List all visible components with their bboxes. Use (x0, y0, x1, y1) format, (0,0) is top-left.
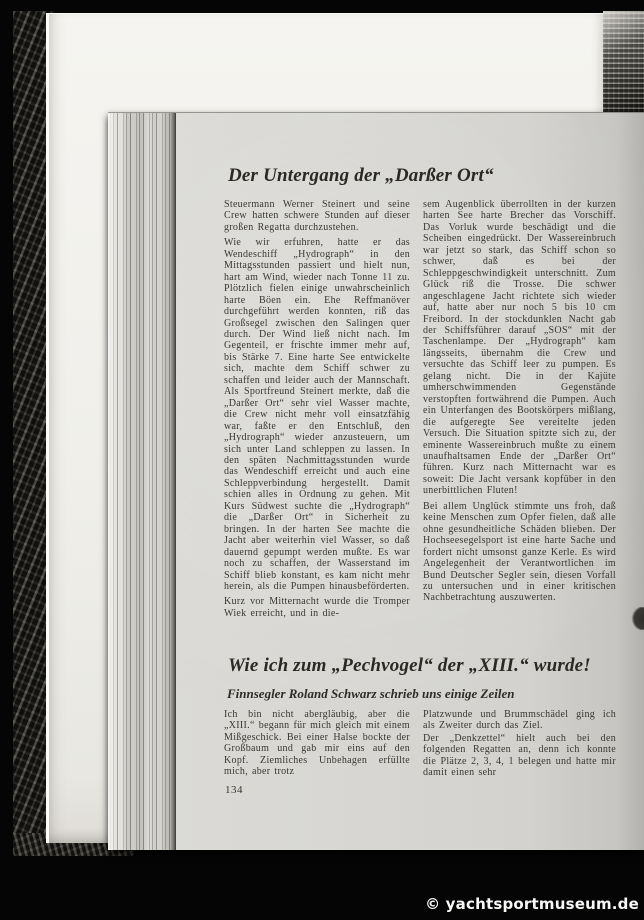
watermark: © yachtsportmuseum.de (425, 895, 639, 913)
article2-title: Wie ich zum „Pechvogel“ der „XIII.“ wurde! (228, 655, 591, 676)
paragraph: Der „Denkzettel“ hielt auch bei den folgenden Regatten an, denn ich konnte die Plätze 2, 3, 4, 1 belegen und hatte mir damit einen sehr (423, 732, 616, 779)
book-cover-fabric (603, 11, 644, 114)
paragraph: Steuermann Werner Steinert und seine Crew hatten schwere Stunden auf dieser großen Regatta durchzustehen. (224, 199, 410, 233)
article1-column-right (423, 199, 616, 623)
article2-column-left (224, 709, 410, 782)
article1-body (224, 199, 616, 623)
page-edge-mark (631, 607, 644, 630)
article2-column-right (423, 709, 616, 782)
article1-column-left (224, 199, 410, 623)
page-stack-edges (108, 113, 176, 850)
page-number: 134 (225, 784, 243, 796)
article2-subtitle: Finnsegler Roland Schwarz schrieb uns einige Zeilen (227, 686, 515, 701)
paragraph: Bei allem Unglück stimmte uns froh, daß keine Menschen zum Opfer fielen, daß alle ohne gesundheitliche Schäden blieben. Der Hochseesegelsport ist eine harte Sache und fordert nicht umsonst ganze Kerle. Es wird Angelegenheit der Verantwortlichen im Bund Deutscher Segler sein, diesen Vorfall zu untersuchen und in einer kritischen Nachbetrachtung auszuwerten. (423, 500, 616, 604)
paragraph: Platzwunde und Brummschädel ging ich als Zweiter durch das Ziel. (423, 709, 616, 732)
page-content (224, 113, 618, 850)
magazine-page (108, 112, 644, 850)
article2-body (224, 709, 616, 782)
paragraph: sem Augenblick überrollten in der kurzen harten See harte Brecher das Vorschiff. Das Vorluk wurde beschädigt und die Scheiben eingedrückt. Der Wassereinbruch war jetzt so stark, das Schiff schon so schwer, daß es bei der Schleppgeschwindigkeit unterschnitt. Zum Glück riß die Trosse. Die schwer angeschlagene Jacht richtete sich wieder auf, hatte aber nur noch 5 bis 10 cm Freibord. In der stockdunklen Nacht gab der Schiffsführer darauf „SOS“ mit der Taschenlampe. Der „Hydrograph“ kam längsseits, übernahm die Crew und versuchte das Schiff leer zu pumpen. Es gelang nicht. Die in der Kajüte umherschwimmenden Gegenstände verstopften fortwährend die Pumpen. Auch ein Unterfangen des Bootskörpers mißlang, die aufgeregte See vereitelte jeden Versuch. Die Situation spitzte sich zu, der eminente Wassereinbruch mußte zu einem unaufhaltsamen Ende der „Darßer Ort“ führen. Kurz nach Mitternacht war es soweit: Die Jacht versank kopfüber in den unerbittlichen Fluten! (423, 199, 616, 497)
paragraph: Kurz vor Mitternacht wurde die Tromper Wiek erreicht, und in die- (224, 596, 410, 619)
paragraph: Wie wir erfuhren, hatte er das Wendeschiff „Hydrograph“ in den Mittagsstunden passiert und hielt nun, hart am Wind, wieder nach Tonne 11 zu. Plötzlich fielen einige unwahrscheinlich harte Böen ein. Ehe Reffmanöver durchgeführt werden konnten, riß das Großsegel zwischen den Salingen quer durch. Der Wind ließ nicht nach. Im Gegenteil, er frischte immer mehr auf, bis Stärke 7. Eine harte See entwickelte sich, machte dem Schiff schwer zu schaffen und leider auch der Mannschaft. Als Sportfreund Steinert merkte, daß die „Darßer Ort“ sehr viel Wasser machte, die Crew nicht mehr voll einsatzfähig war, faßte er den Entschluß, den „Hydrograph“ wieder anzusteuern, um sich unter Land schleppen zu lassen. In den späten Nachmittagsstunden wurde das Wendeschiff erreicht und auch eine Schleppverbindung hergestellt. Damit schien alles in Ordnung zu gehen. Mit Kurs Südwest suchte die „Hydrograph“ die „Darßer Ort“ in Sicherheit zu bringen. In der harten See machte die Jacht aber weiterhin viel Wasser, so daß dauernd gepumpt werden mußte. Es war noch zu schaffen, der Wasserstand im Schiff blieb konstant, es kam nicht mehr herein, als die Pumpen hinausbeförderten. (224, 237, 410, 592)
article1-title: Der Untergang der „Darßer Ort“ (228, 165, 494, 186)
paragraph: Ich bin nicht abergläubig, aber die „XIII.“ begann für mich gleich mit einem Mißgeschick. Bei einer Halse bockte der Großbaum und gab mir eins auf den Kopf. Ziemliches Unbehagen erfüllte mich, aber trotz (224, 709, 410, 778)
